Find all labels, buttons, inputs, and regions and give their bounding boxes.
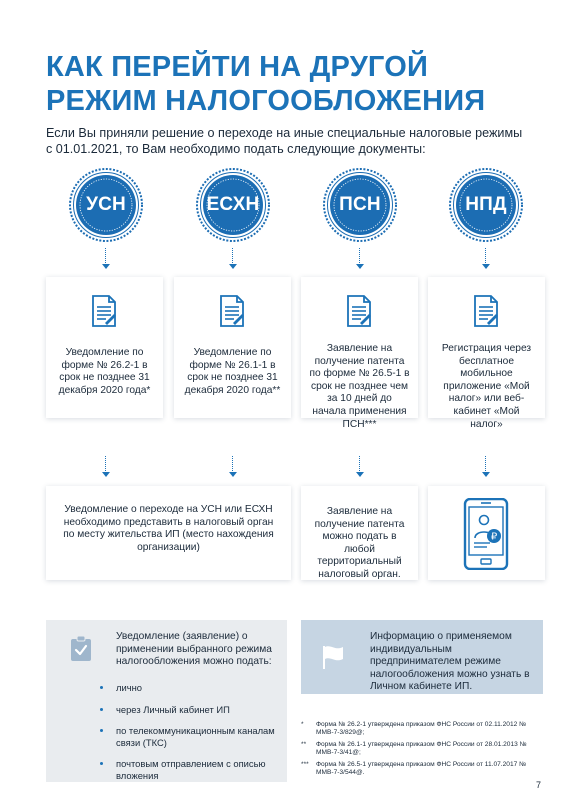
seal-label: УСН xyxy=(86,194,126,215)
card-psn xyxy=(301,277,418,430)
option-text: почтовым отправлением с описью вложения xyxy=(116,758,266,781)
arrow-down-icon xyxy=(102,264,110,269)
seal-label: ПСН xyxy=(339,194,381,215)
svg-text:₽: ₽ xyxy=(490,531,498,543)
footnote-text: Форма № 26.2-1 утверждена приказом ФНС России от 02.11.2012 № ММВ-7-3/829@; xyxy=(316,721,527,737)
submission-methods-note xyxy=(46,620,287,782)
page-title: КАК ПЕРЕЙТИ НА ДРУГОЙ РЕЖИМ НАЛОГООБЛОЖЕНИЯ xyxy=(46,51,486,117)
list-item xyxy=(116,725,276,748)
page-number: 7 xyxy=(535,780,541,790)
card-text: Уведомление по форме № 26.1-1 в срок не позднее 31 декабря 2020 года** xyxy=(184,347,281,396)
list-item xyxy=(116,682,276,694)
connector-line xyxy=(359,456,360,473)
bullet-icon xyxy=(100,729,103,732)
card-psn-submission xyxy=(301,486,418,580)
arrow-down-icon xyxy=(229,472,237,477)
card-text: Заявление на получение патента можно подать в любой территориальный налоговый орган. xyxy=(314,506,405,580)
list-item xyxy=(116,758,276,781)
note-heading: Уведомление (заявление) о применении выбранного режима налогообложения можно подать: xyxy=(116,631,272,668)
footnote-mark: * xyxy=(301,721,304,728)
card-text: Уведомление о переходе на УСН или ЕСХН необходимо представить в налоговый орган по месту жительства ИП (место нахождения организации) xyxy=(63,504,274,553)
option-text: по телекоммуникационным каналам связи (ТКС) xyxy=(116,725,275,748)
footnote-mark: ** xyxy=(301,741,307,748)
bullet-icon xyxy=(100,686,103,689)
connector-line xyxy=(359,248,360,265)
arrow-down-icon xyxy=(356,472,364,477)
document-icon xyxy=(472,295,500,327)
connector-line xyxy=(232,456,233,473)
card-npd xyxy=(428,277,545,430)
seal-label: НПД xyxy=(465,194,507,215)
arrow-down-icon xyxy=(229,264,237,269)
option-text: через Личный кабинет ИП xyxy=(116,703,230,715)
card-text: Уведомление по форме № 26.2-1 в срок не позднее 31 декабря 2020 года* xyxy=(58,347,151,396)
bullet-icon xyxy=(100,762,103,765)
document-icon xyxy=(90,295,118,327)
connector-line xyxy=(232,248,233,265)
seal-npd xyxy=(449,168,523,242)
phone-app-icon xyxy=(463,498,509,570)
clipboard-check-icon xyxy=(70,636,92,662)
arrow-down-icon xyxy=(102,472,110,477)
arrow-down-icon xyxy=(482,264,490,269)
intro-text: Если Вы приняли решение о переходе на иные специальные налоговые режимы с 01.01.2021, то Вам необходимо подать следующие документы: xyxy=(46,126,523,156)
card-usn-eshn-submission xyxy=(46,486,291,580)
info-note xyxy=(301,620,543,694)
info-note-text: Информацию о применяемом индивидуальным предпринимателем режиме налогообложения можно узнать в Личном кабинете ИП. xyxy=(370,631,530,693)
seal-label: ЕСХН xyxy=(206,194,260,215)
card-eshn xyxy=(174,277,291,418)
seal-psn xyxy=(323,168,397,242)
connector-line xyxy=(105,456,106,473)
footnote-text: Форма № 26.1-1 утверждена приказом ФНС России от 28.01.2013 № ММВ-7-3/41@; xyxy=(316,741,527,757)
card-text: Регистрация через бесплатное мобильное приложение «Мой налог» или веб-кабинет «Мой налог» xyxy=(441,343,532,430)
arrow-down-icon xyxy=(356,264,364,269)
card-text: Заявление на получение патента по форме № 26.5-1 в срок не позднее чем за 10 дней до начала применения ПСН*** xyxy=(309,343,410,430)
footnote-text: Форма № 26.5-1 утверждена приказом ФНС России от 11.07.2017 № ММВ-7-3/544@. xyxy=(316,761,527,777)
document-icon xyxy=(345,295,373,327)
list-item xyxy=(116,704,276,716)
connector-line xyxy=(105,248,106,265)
option-text: лично xyxy=(116,682,142,693)
card-usn xyxy=(46,277,163,418)
connector-line xyxy=(485,456,486,473)
seal-eshn xyxy=(196,168,270,242)
document-icon xyxy=(218,295,246,327)
bullet-icon xyxy=(100,708,103,711)
submission-options-list xyxy=(116,682,276,791)
arrow-down-icon xyxy=(482,472,490,477)
seal-usn xyxy=(69,168,143,242)
card-npd-app xyxy=(428,486,545,580)
connector-line xyxy=(485,248,486,265)
flag-icon xyxy=(321,644,347,670)
footnote-mark: *** xyxy=(301,761,309,768)
